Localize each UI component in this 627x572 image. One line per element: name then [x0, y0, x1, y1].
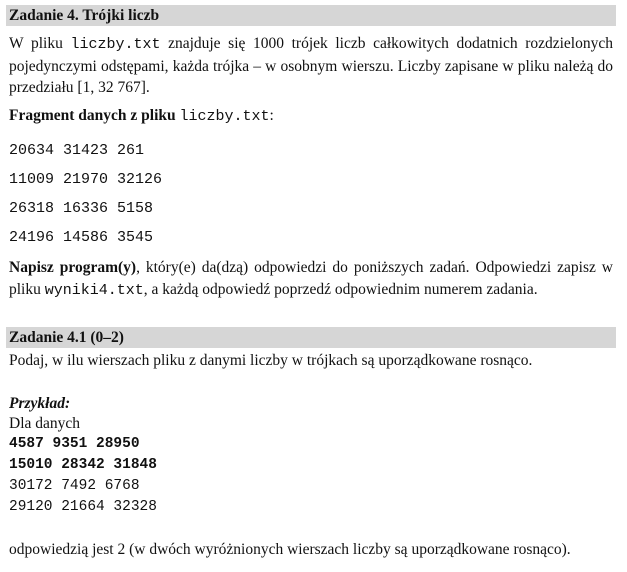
example-row-highlighted: 15010 28342 31848	[9, 457, 157, 473]
example-answer: odpowiedzią jest 2 (w dwóch wyróżnionych wierszach liczby są uporządkowane rosnąco).	[9, 541, 571, 558]
fragment-filename: liczby.txt	[179, 108, 270, 125]
example-row-highlighted: 4587 9351 28950	[9, 436, 140, 452]
task-instruction	[9, 257, 613, 301]
subtask-question: Podaj, w ilu wierszach pliku z danymi liczby w trójkach są uporządkowane rosnąco.	[9, 352, 533, 369]
instruction-text-1: , który(e) da(dzą) odpowiedzi do poniższych zadań. Odpowiedzi zapisz w pliku	[9, 259, 613, 298]
data-row: 11009 21970 32126	[9, 171, 163, 188]
instruction-text-2: , a każdą odpowiedź poprzedź odpowiednim numerem zadania.	[143, 280, 538, 298]
instruction-bold: Napisz program(y)	[9, 259, 137, 276]
data-row: 24196 14586 3545	[9, 229, 154, 246]
example-label: Przykład:	[9, 395, 71, 412]
task-intro	[9, 33, 613, 99]
subtask-title: Zadanie 4.1 (0–2)	[6, 327, 616, 348]
data-row: 26318 16336 5158	[9, 200, 154, 217]
intro-text-2: znajduje się 1000 trójek liczb całkowitych dodatnich rozdzielonych pojedynczymi odstępami, każda trójka – w osobnym wierszu. Liczby zapisane w pliku należą do przedziału [1, 32 767].	[9, 35, 613, 96]
example-intro: Dla danych	[9, 415, 81, 432]
results-filename: wyniki4.txt	[44, 281, 144, 299]
task-title: Zadanie 4. Trójki liczb	[6, 5, 616, 26]
fragment-label: Fragment danych z pliku	[9, 107, 180, 124]
fragment-heading	[9, 106, 613, 127]
data-row: 20634 31423 261	[9, 142, 145, 159]
intro-text-1: W pliku	[9, 35, 71, 52]
fragment-colon: :	[269, 107, 274, 124]
intro-filename: liczby.txt	[70, 36, 161, 53]
example-row: 30172 7492 6768	[9, 478, 140, 494]
example-row: 29120 21664 32328	[9, 499, 157, 515]
